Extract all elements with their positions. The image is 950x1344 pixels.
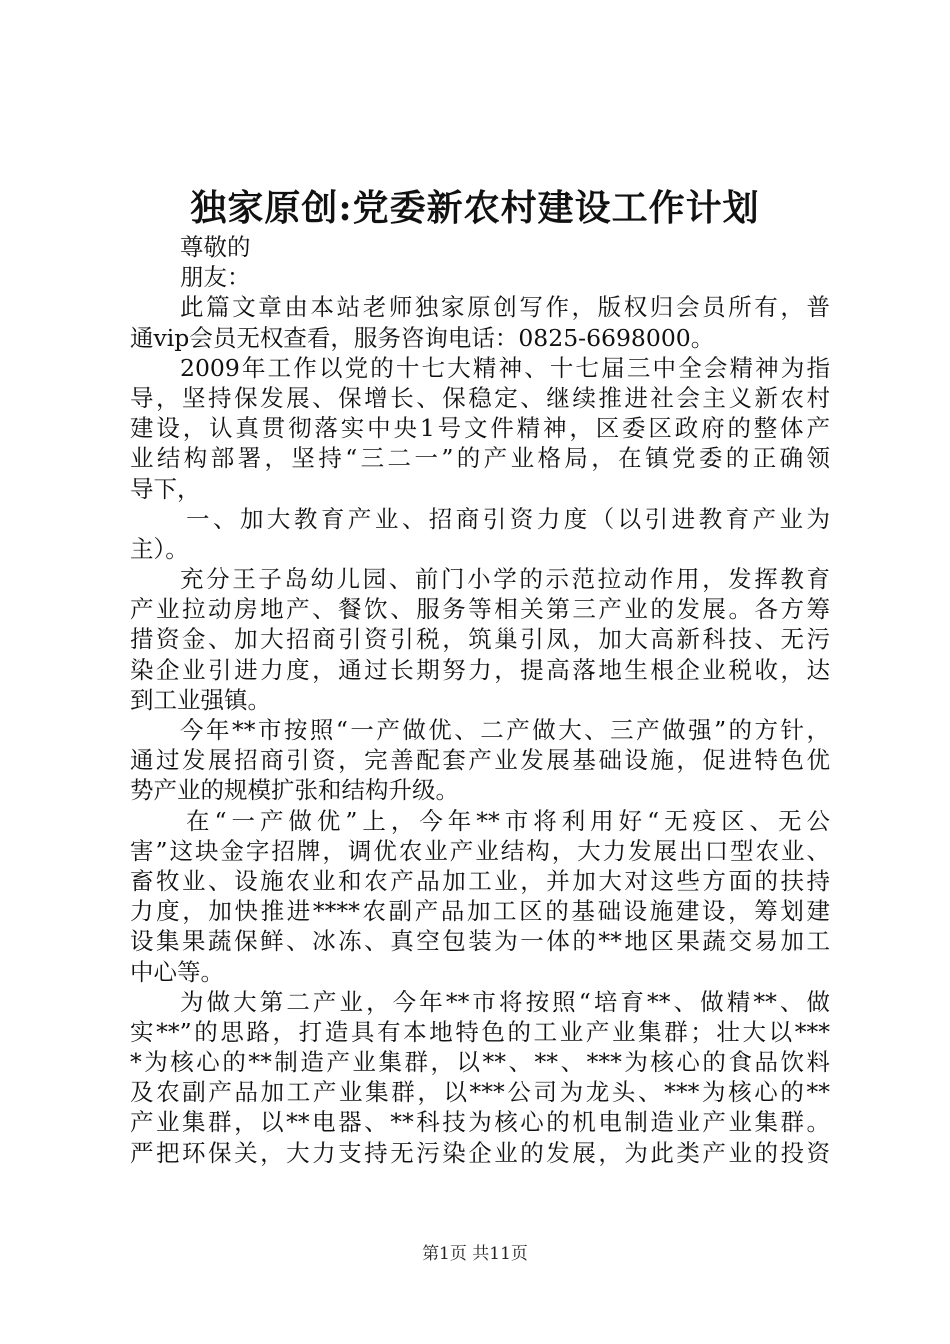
page-title: 独家原创:党委新农村建设工作计划 <box>190 187 760 229</box>
text-line: 尊敬的 <box>180 233 251 261</box>
page-footer: 第1页 共11页 <box>422 1244 528 1264</box>
text-line: 通过发展招商引资，完善配套产业发展基础设施，促进特色优 <box>130 746 830 775</box>
text-line: 充分王子岛幼儿园、前门小学的示范拉动作用，发挥教育 <box>180 565 830 594</box>
text-line: 实**”的思路，打造具有本地特色的工业产业集群；壮大以*** <box>130 1017 830 1046</box>
text-line: 业结构部署，坚持“三二一”的产业格局，在镇党委的正确领 <box>130 444 830 473</box>
text-line: 主）。 <box>130 534 189 563</box>
text-line: 产业集群，以**电器、**科技为核心的机电制造业产业集群。 <box>130 1108 830 1137</box>
text-line: 中心等。 <box>130 957 224 986</box>
document-body <box>130 232 830 1168</box>
text-line: 畜牧业、设施农业和农产品加工业，并加大对这些方面的扶持 <box>130 866 830 895</box>
text-line: 及农副产品加工产业集群，以***公司为龙头、***为核心的** <box>130 1078 830 1107</box>
text-line: 导，坚持保发展、保增长、保稳定、继续推进社会主义新农村 <box>130 383 830 412</box>
text-line: 力度，加快推进****农副产品加工区的基础设施建设，筹划建 <box>130 897 830 926</box>
text-line: 朋友： <box>180 263 251 292</box>
text-line: 2009年工作以党的十七大精神、十七届三中全会精神为指 <box>180 353 830 382</box>
text-line: *为核心的**制造产业集群，以**、**、***为核心的食品饮料 <box>130 1048 830 1077</box>
text-line: 措资金、加大招商引资引税，筑巢引凤，加大高新科技、无污 <box>130 625 830 654</box>
text-line: 建设，认真贯彻落实中央1号文件精神，区委区政府的整体产 <box>130 414 830 443</box>
text-line: 害”这块金字招牌，调优农业产业结构，大力发展出口型农业、 <box>130 836 830 865</box>
text-line: 通vip会员无权查看，服务咨询电话：0825-6698000。 <box>130 323 715 352</box>
text-line: 设集果蔬保鲜、冰冻、真空包装为一体的**地区果蔬交易加工 <box>130 927 830 956</box>
text-line: 势产业的规模扩张和结构升级。 <box>130 776 459 805</box>
text-line: 到工业强镇。 <box>130 685 271 714</box>
text-line: 一、加大教育产业、招商引资力度（以引进教育产业为 <box>186 504 830 533</box>
text-line: 严把环保关，大力支持无污染企业的发展，为此类产业的投资 <box>130 1138 830 1167</box>
text-line: 此篇文章由本站老师独家原创写作，版权归会员所有，普 <box>180 293 830 322</box>
text-line: 导下， <box>130 474 201 503</box>
text-line: 今年**市按照“一产做优、二产做大、三产做强”的方针， <box>180 716 830 744</box>
text-line: 染企业引进力度，通过长期努力，提高落地生根企业税收，达 <box>130 655 830 684</box>
text-line: 产业拉动房地产、餐饮、服务等相关第三产业的发展。各方筹 <box>130 595 830 624</box>
text-line: 在“一产做优”上，今年**市将利用好“无疫区、无公 <box>186 806 830 835</box>
text-line: 为做大第二产业，今年**市将按照“培育**、做精**、做 <box>180 987 830 1016</box>
